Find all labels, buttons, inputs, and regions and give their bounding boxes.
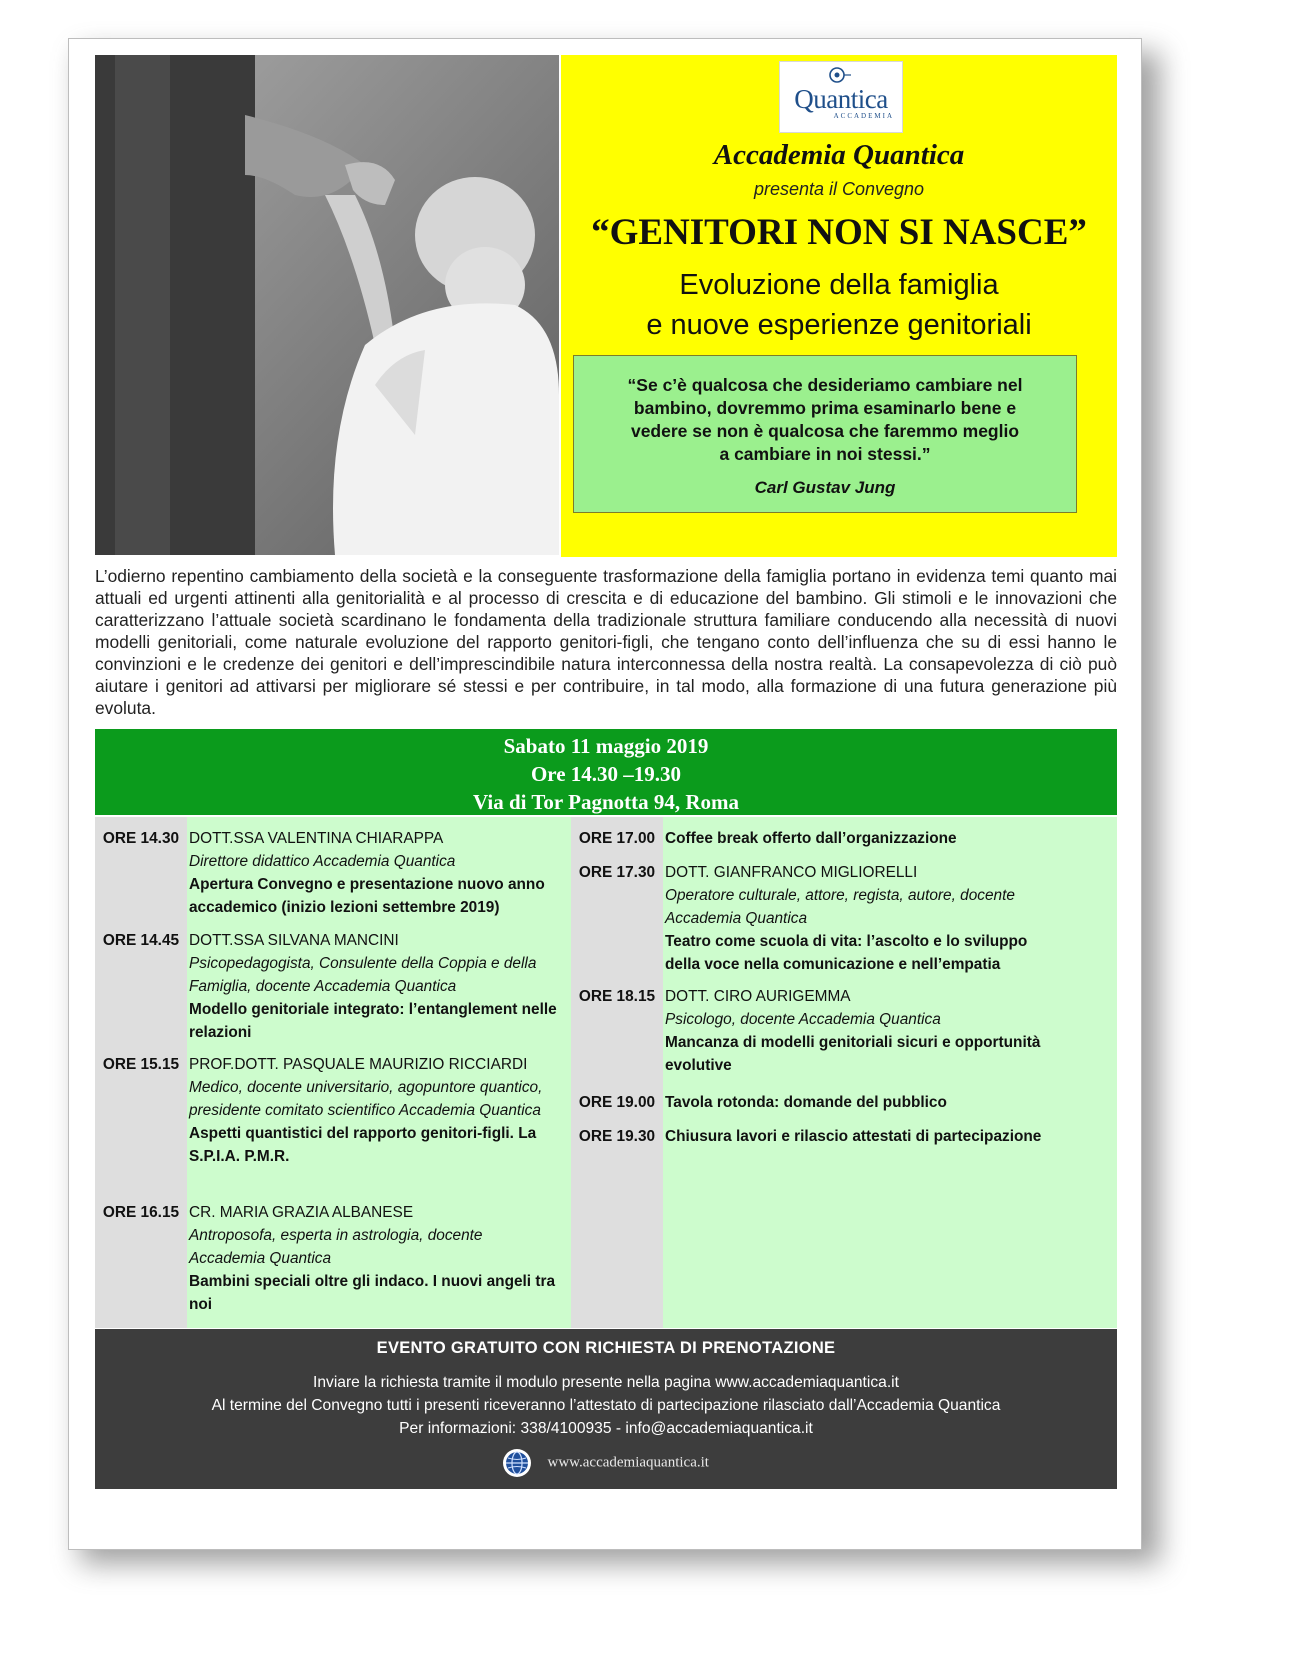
quote-box — [573, 355, 1077, 513]
program-time: ORE 16.15 — [102, 1204, 180, 1221]
presents-label: presenta il Convegno — [753, 179, 925, 199]
website-row — [95, 1449, 1117, 1477]
certificate-notice: Al termine del Convegno tutti i presenti riceveranno l’attestato di partecipazione rilasciato dall’Accademia Quantica — [211, 1397, 1001, 1414]
quote-line: vedere se non è qualcosa che faremmo meglio — [630, 421, 1020, 441]
event-info-bar — [95, 729, 1117, 815]
talk-topic: Apertura Convegno e presentazione nuovo anno accademico (inizio lezioni settembre 2019) — [189, 876, 545, 916]
parent-child-photo — [95, 55, 559, 555]
logo-subtext: ACCADEMIA — [833, 112, 894, 120]
website-link[interactable]: www.accademiaquantica.it — [547, 1454, 709, 1471]
program-time: ORE 17.00 — [578, 830, 656, 847]
talk-topic: Bambini speciali oltre gli indaco. I nuovi angeli tra noi — [189, 1273, 556, 1313]
event-hours: Ore 14.30 –19.30 — [530, 762, 682, 786]
speaker-role: Antroposofa, esperta in astrologia, docente Accademia Quantica — [189, 1227, 483, 1267]
booking-instructions: Inviare la richiesta tramite il modulo presente nella pagina www.accademiaquantica.it — [313, 1374, 899, 1391]
talk-topic: Teatro come scuola di vita: l’ascolto e lo sviluppo della voce nella comunicazione e nell’empatia — [665, 933, 1028, 973]
speaker-name: DOTT. GIANFRANCO MIGLIORELLI — [665, 864, 918, 881]
program-time: ORE 17.30 — [578, 864, 656, 881]
organization-name: Accademia Quantica — [713, 139, 965, 171]
speaker-name: DOTT.SSA SILVANA MANCINI — [189, 932, 399, 949]
speaker-name: PROF.DOTT. PASQUALE MAURIZIO RICCIARDI — [189, 1056, 528, 1073]
program-time: ORE 14.30 — [102, 830, 180, 847]
time-column-right — [571, 817, 663, 1328]
intro-paragraph: L’odierno repentino cambiamento della società e la conseguente trasformazione della famiglia portano in evidenza temi quanto mai attuali ed urgenti attinenti alla genitorialità e al processo di crescita e di educazione del bambino. Gli stimoli e le innovazioni che caratterizzano l’attuale società scardinano le fondamenta della tradizionale struttura familiare conducendo alla necessità di nuovi modelli genitoriali, come naturale evoluzione del rapporto genitori-figli, che tengano conto dell’influenza che su di essi hanno le convinzioni e le credenze dei genitori e dell’imprescindibile natura interconnessa della nostra realtà. La consapevolezza di ciò può aiutare i genitori ad attivarsi per migliorare sé stessi e per contribuire, in tal modo, alla formazione di una futura generazione più evoluta. — [95, 566, 1117, 718]
program-time: ORE 19.00 — [578, 1094, 656, 1111]
subtitle-line: Evoluzione della famiglia — [679, 269, 999, 301]
subtitle-line: e nuove esperienze genitoriali — [646, 309, 1032, 341]
program-time: ORE 14.45 — [102, 932, 180, 949]
program-time: ORE 19.30 — [578, 1128, 656, 1145]
logo-text: Quantica — [794, 84, 888, 114]
speaker-role: Psicologo, docente Accademia Quantica — [665, 1011, 941, 1028]
quote-line: bambino, dovremmo prima esaminarlo bene e — [633, 398, 1017, 418]
quantica-logo — [779, 61, 903, 133]
quote-line: “Se c’è qualcosa che desideriamo cambiare nel — [627, 375, 1023, 395]
event-subtitle — [561, 265, 1117, 345]
event-place: Via di Tor Pagnotta 94, Roma — [472, 790, 740, 814]
globe-icon — [503, 1449, 531, 1477]
logo-emblem-icon — [822, 66, 852, 84]
talk-topic: Aspetti quantistici del rapporto genitori-figli. La S.P.I.A. P.M.R. — [189, 1125, 537, 1165]
speaker-name: DOTT.SSA VALENTINA CHIARAPPA — [189, 830, 444, 847]
program-time: ORE 15.15 — [102, 1056, 180, 1073]
title-panel — [561, 55, 1117, 557]
speaker-role: Psicopedagogista, Consulente della Coppia e della Famiglia, docente Accademia Quantica — [189, 955, 537, 995]
talk-topic: Coffee break offerto dall’organizzazione — [665, 830, 957, 847]
talk-topic: Tavola rotonda: domande del pubblico — [665, 1094, 947, 1111]
free-event-notice: EVENTO GRATUITO CON RICHIESTA DI PRENOTAZIONE — [376, 1339, 836, 1357]
talk-topic: Modello genitoriale integrato: l’entanglement nelle relazioni — [189, 1001, 557, 1041]
talk-topic: Mancanza di modelli genitoriali sicuri e opportunità evolutive — [665, 1034, 1041, 1074]
registration-footer — [95, 1329, 1117, 1489]
talk-topic: Chiusura lavori e rilascio attestati di partecipazione — [665, 1128, 1042, 1145]
speaker-name: CR. MARIA GRAZIA ALBANESE — [189, 1204, 414, 1221]
speaker-role: Direttore didattico Accademia Quantica — [189, 853, 456, 870]
event-date: Sabato 11 maggio 2019 — [503, 734, 709, 758]
quote-author: Carl Gustav Jung — [754, 478, 896, 497]
flyer-page — [68, 38, 1142, 1550]
speaker-name: DOTT. CIRO AURIGEMMA — [665, 988, 851, 1005]
quote-text — [588, 374, 1062, 466]
event-title: “GENITORI NON SI NASCE” — [591, 212, 1087, 253]
speaker-role: Operatore culturale, attore, regista, autore, docente Accademia Quantica — [665, 887, 1015, 927]
program-time: ORE 18.15 — [578, 988, 656, 1005]
speaker-role: Medico, docente universitario, agopuntore quantico, presidente comitato scientifico Accademia Quantica — [189, 1079, 543, 1119]
program-schedule — [95, 817, 1117, 1328]
contact-info: Per informazioni: 338/4100935 - info@accademiaquantica.it — [399, 1420, 813, 1437]
quote-line: a cambiare in noi stessi.” — [719, 444, 931, 464]
